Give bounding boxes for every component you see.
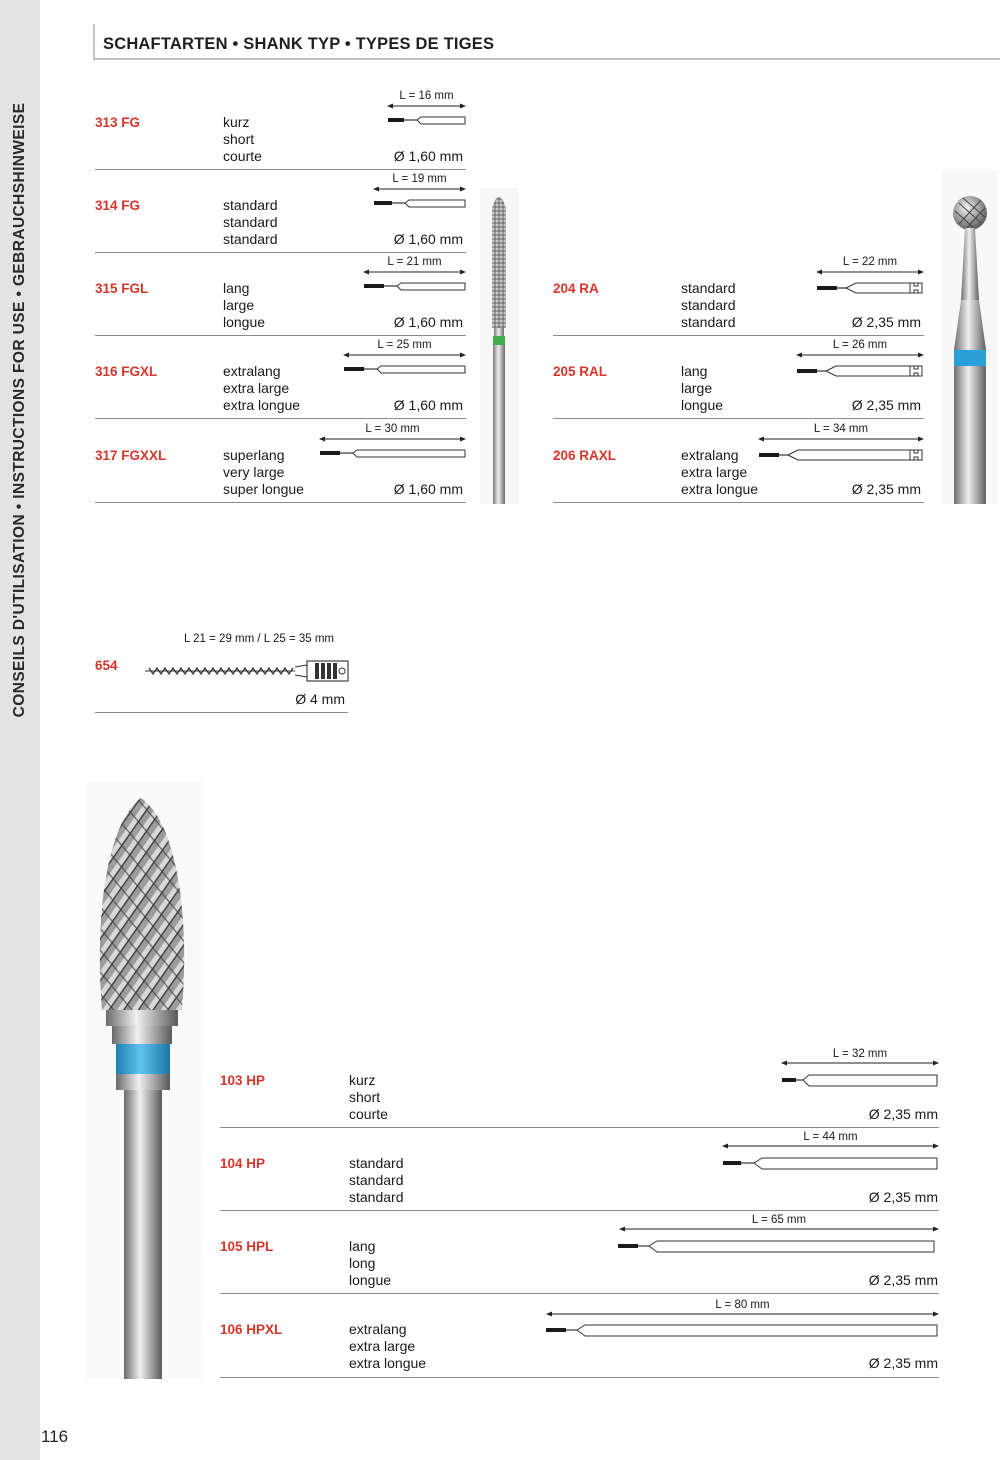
- diameter-label: Ø 2,35 mm: [868, 1272, 938, 1288]
- diameter-label: Ø 2,35 mm: [851, 397, 921, 413]
- shank-icon: [387, 103, 467, 127]
- product-description: [223, 447, 304, 498]
- desc-fr: longue: [681, 397, 724, 413]
- row-divider: [220, 1293, 939, 1294]
- product-code: 103 HP: [220, 1073, 266, 1088]
- shank-icon: [796, 352, 925, 378]
- desc-fr: courte: [349, 1106, 388, 1122]
- length-label: L = 44 mm: [803, 1131, 858, 1143]
- desc-fr: standard: [349, 1189, 404, 1205]
- desc-fr: longue: [349, 1272, 392, 1288]
- length-label: L = 32 mm: [832, 1048, 888, 1060]
- product-description: [223, 280, 265, 331]
- desc-fr: longue: [223, 314, 266, 330]
- desc-fr: super longue: [223, 481, 304, 497]
- length-label: L = 80 mm: [715, 1299, 770, 1311]
- row-divider: [553, 418, 924, 419]
- desc-de: standard: [349, 1155, 404, 1171]
- row-divider: [95, 169, 466, 170]
- length-label: L = 22 mm: [842, 256, 898, 268]
- page-header: [93, 24, 1000, 60]
- desc-de: extralang: [349, 1321, 407, 1337]
- desc-de: lang: [681, 363, 708, 379]
- product-description: [349, 1321, 426, 1372]
- product-description: [681, 363, 723, 414]
- shank-icon: [545, 1311, 940, 1339]
- row-divider: [553, 502, 924, 503]
- desc-de: standard: [223, 197, 278, 213]
- row-divider: [95, 502, 466, 503]
- product-code: 315 FGL: [95, 281, 149, 296]
- desc-fr: extra longue: [681, 481, 759, 497]
- shank-icon: [617, 1226, 940, 1254]
- diameter-label: Ø 2,35 mm: [851, 481, 921, 497]
- desc-en: standard: [223, 214, 278, 230]
- length-label: L = 34 mm: [813, 423, 869, 435]
- row-divider: [95, 712, 348, 713]
- desc-de: lang: [349, 1238, 376, 1254]
- product-code: 106 HPXL: [220, 1322, 283, 1337]
- row-divider: [95, 252, 466, 253]
- length-label: L = 26 mm: [832, 339, 888, 351]
- product-description: [223, 197, 277, 248]
- product-code: 105 HPL: [220, 1239, 274, 1254]
- desc-de: extralang: [681, 447, 739, 463]
- desc-de: kurz: [223, 114, 250, 130]
- diameter-label: Ø 2,35 mm: [851, 314, 921, 330]
- desc-en: extra large: [681, 464, 748, 480]
- length-label: L = 16 mm: [399, 90, 454, 102]
- product-description: [223, 114, 262, 165]
- diameter-label: Ø 2,35 mm: [868, 1355, 938, 1371]
- length-label: L = 21 mm: [387, 256, 442, 268]
- sidebar-text: CONSEILS D'UTILISATION • INSTRUCTIONS FOR USE • GEBRAUCHSHINWEISE: [11, 102, 28, 718]
- product-code: 654: [95, 658, 118, 673]
- product-code: 313 FG: [95, 115, 141, 130]
- product-description: [349, 1238, 391, 1289]
- desc-en: standard: [349, 1172, 404, 1188]
- diameter-label: Ø 1,60 mm: [393, 148, 463, 164]
- row-divider: [95, 418, 466, 419]
- diameter-label: Ø 2,35 mm: [868, 1106, 938, 1122]
- product-description: [223, 363, 300, 414]
- desc-de: extralang: [223, 363, 281, 379]
- product-code: 204 RA: [553, 281, 599, 296]
- product-description: [681, 280, 735, 331]
- desc-en: short: [223, 131, 255, 147]
- product-code: 205 RAL: [553, 364, 608, 379]
- page-number: 116: [41, 1427, 69, 1446]
- shank-icon: [343, 352, 467, 376]
- length-label: L = 25 mm: [377, 339, 432, 351]
- product-description: [349, 1072, 388, 1123]
- length-label: L = 30 mm: [365, 423, 420, 435]
- desc-en: large: [681, 380, 713, 396]
- length-label: L = 19 mm: [392, 173, 447, 185]
- desc-en: extra large: [349, 1338, 416, 1354]
- desc-de: superlang: [223, 447, 285, 463]
- sidebar: [0, 0, 40, 1460]
- row-divider: [220, 1127, 939, 1128]
- length-label: L 21 = 29 mm / L 25 = 35 mm: [184, 633, 334, 645]
- shank-icon: [363, 269, 467, 293]
- desc-fr: standard: [223, 231, 278, 247]
- diamond-bur-photo: [480, 188, 518, 504]
- desc-de: standard: [681, 280, 736, 296]
- desc-fr: courte: [223, 148, 262, 164]
- diameter-label: Ø 4 mm: [295, 691, 345, 707]
- shank-icon: [373, 186, 467, 210]
- shank-icon: [722, 1143, 940, 1171]
- page-title: SCHAFTARTEN • SHANK TYP • TYPES DE TIGES: [103, 35, 495, 53]
- shank-icon: [781, 1060, 940, 1088]
- diameter-label: Ø 2,35 mm: [868, 1189, 938, 1205]
- product-code: 317 FGXXL: [95, 448, 167, 463]
- screw-post-icon: [145, 658, 351, 684]
- length-label: L = 65 mm: [751, 1214, 807, 1226]
- product-code: 104 HP: [220, 1156, 266, 1171]
- desc-en: long: [349, 1255, 376, 1271]
- product-code: 206 RAXL: [553, 448, 617, 463]
- desc-en: extra large: [223, 380, 290, 396]
- desc-fr: standard: [681, 314, 736, 330]
- desc-en: very large: [223, 464, 285, 480]
- diameter-label: Ø 1,60 mm: [393, 397, 463, 413]
- diameter-label: Ø 1,60 mm: [393, 481, 463, 497]
- shank-icon: [319, 436, 467, 460]
- desc-de: lang: [223, 280, 250, 296]
- shank-icon: [758, 436, 925, 462]
- product-code: 314 FG: [95, 198, 141, 213]
- row-divider: [220, 1210, 939, 1211]
- row-divider: [95, 335, 466, 336]
- diameter-label: Ø 1,60 mm: [393, 314, 463, 330]
- desc-fr: extra longue: [223, 397, 301, 413]
- product-description: [681, 447, 758, 498]
- desc-en: standard: [681, 297, 736, 313]
- diameter-label: Ø 1,60 mm: [393, 231, 463, 247]
- shank-icon: [816, 269, 925, 295]
- product-code: 316 FGXL: [95, 364, 158, 379]
- round-carbide-bur-photo: [941, 170, 997, 504]
- desc-fr: extra longue: [349, 1355, 427, 1371]
- desc-de: kurz: [349, 1072, 376, 1088]
- desc-en: short: [349, 1089, 381, 1105]
- row-divider: [220, 1377, 939, 1378]
- desc-en: large: [223, 297, 255, 313]
- row-divider: [553, 335, 924, 336]
- product-description: [349, 1155, 403, 1206]
- carbide-cutter-photo: [86, 782, 204, 1379]
